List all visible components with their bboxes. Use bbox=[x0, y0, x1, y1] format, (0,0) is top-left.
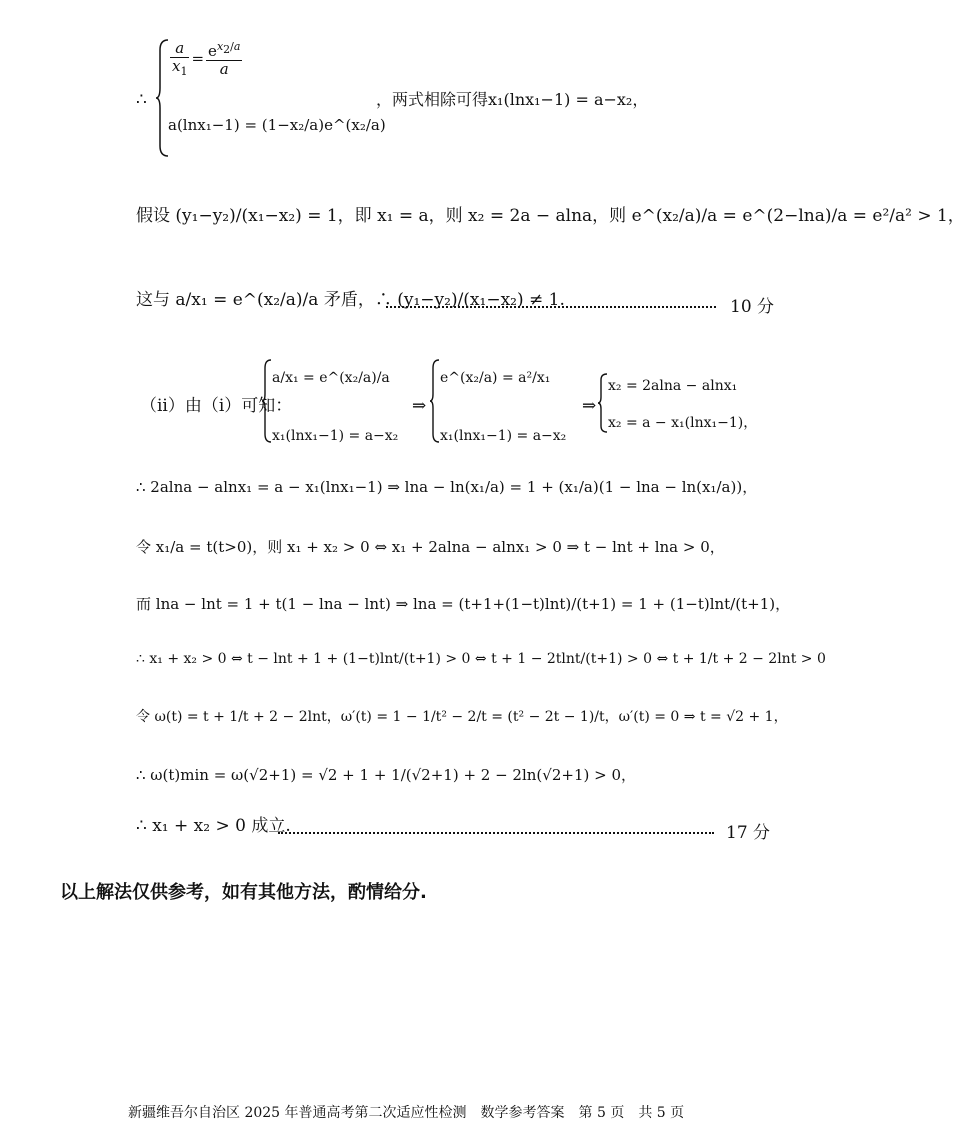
line-8: ∴ x₁ + x₂ > 0 ⇔ t − lnt + 1 + (1−t)lnt/(t+1) > 0 ⇔ t + 1 − 2tlnt/(t+1) > 0 ⇔ t + 1/t + 2 − 2lnt > 0 bbox=[136, 651, 826, 667]
line-1-eq1: $\frac{a}{x_1}$ = $\frac{e^{x_2/a}}{a}$ bbox=[172, 39, 241, 79]
line-1-therefore: ∴ bbox=[136, 90, 147, 110]
sys3-b: x₂ = a − x₁(lnx₁−1)， bbox=[608, 415, 758, 431]
line-7: 而 lna − lnt = 1 + t(1 − lna − lnt) ⇒ lna = (t+1+(1−t)lnt)/(t+1) = 1 + (1−t)lnt/(t+1)， bbox=[136, 595, 791, 613]
line-1-result: x₁(lnx₁−1) = a−x₂， bbox=[488, 90, 649, 109]
sys1-a: a/x₁ = e^(x₂/a)/a bbox=[272, 370, 390, 386]
line-2: 假设 (y₁−y₂)/(x₁−x₂) = 1，即 x₁ = a，则 x₂ = 2a − alna，则 e^(x₂/a)/a = e^(2−lna)/a = e²/a² > 1， bbox=[136, 206, 965, 226]
line-3-dots bbox=[386, 298, 716, 315]
brace-2 bbox=[262, 358, 272, 444]
line-11-dots bbox=[278, 824, 714, 841]
sys1-b: x₁(lnx₁−1) = a−x₂ bbox=[272, 428, 399, 444]
score-10: 10 分 bbox=[730, 297, 775, 317]
grading-note: 以上解法仅供参考，如有其他方法，酌情给分. bbox=[60, 882, 427, 903]
implies-2: ⇒ bbox=[582, 396, 597, 416]
line-1-eq2: a(lnx₁−1) = (1−x₂/a)e^(x₂/a) bbox=[168, 116, 386, 134]
line-10: ∴ ω(t)min = ω(√2+1) = √2 + 1 + 1/(√2+1) + 2 − 2ln(√2+1) > 0， bbox=[136, 766, 637, 784]
page-footer: 新疆维吾尔自治区 2025 年普通高考第二次适应性检测 数学参考答案 第 5 页 共 5 页 bbox=[128, 1105, 685, 1121]
line-11: ∴ x₁ + x₂ > 0 成立. bbox=[136, 816, 291, 836]
line-5: ∴ 2alna − alnx₁ = a − x₁(lnx₁−1) ⇒ lna − ln(x₁/a) = 1 + (x₁/a)(1 − lna − ln(x₁/a))， bbox=[136, 478, 758, 496]
brace-3 bbox=[430, 358, 440, 444]
score-17: 17 分 bbox=[726, 823, 771, 843]
line-6: 令 x₁/a = t(t>0)，则 x₁ + x₂ > 0 ⇔ x₁ + 2alna − alnx₁ > 0 ⇒ t − lnt + lna > 0， bbox=[136, 538, 725, 556]
sys3-a: x₂ = 2alna − alnx₁ bbox=[608, 378, 738, 394]
brace-4 bbox=[598, 372, 608, 434]
line-3: 这与 a/x₁ = e^(x₂/a)/a 矛盾，∴ (y₁−y₂)/(x₁−x₂) ≠ 1. bbox=[136, 290, 565, 310]
line-4-label: （ii）由（i）可知： bbox=[140, 396, 293, 416]
sys2-b: x₁(lnx₁−1) = a−x₂ bbox=[440, 428, 567, 444]
line-9: 令 ω(t) = t + 1/t + 2 − 2lnt，ω′(t) = 1 − 1/t² − 2/t = (t² − 2t − 1)/t，ω′(t) = 0 ⇒ t = √2 + 1， bbox=[136, 709, 788, 725]
sys2-a: e^(x₂/a) = a²/x₁ bbox=[440, 370, 551, 386]
implies-1: ⇒ bbox=[412, 396, 427, 416]
line-1-text: ，两式相除可得x₁(lnx₁−1) = a−x₂， bbox=[376, 90, 649, 109]
